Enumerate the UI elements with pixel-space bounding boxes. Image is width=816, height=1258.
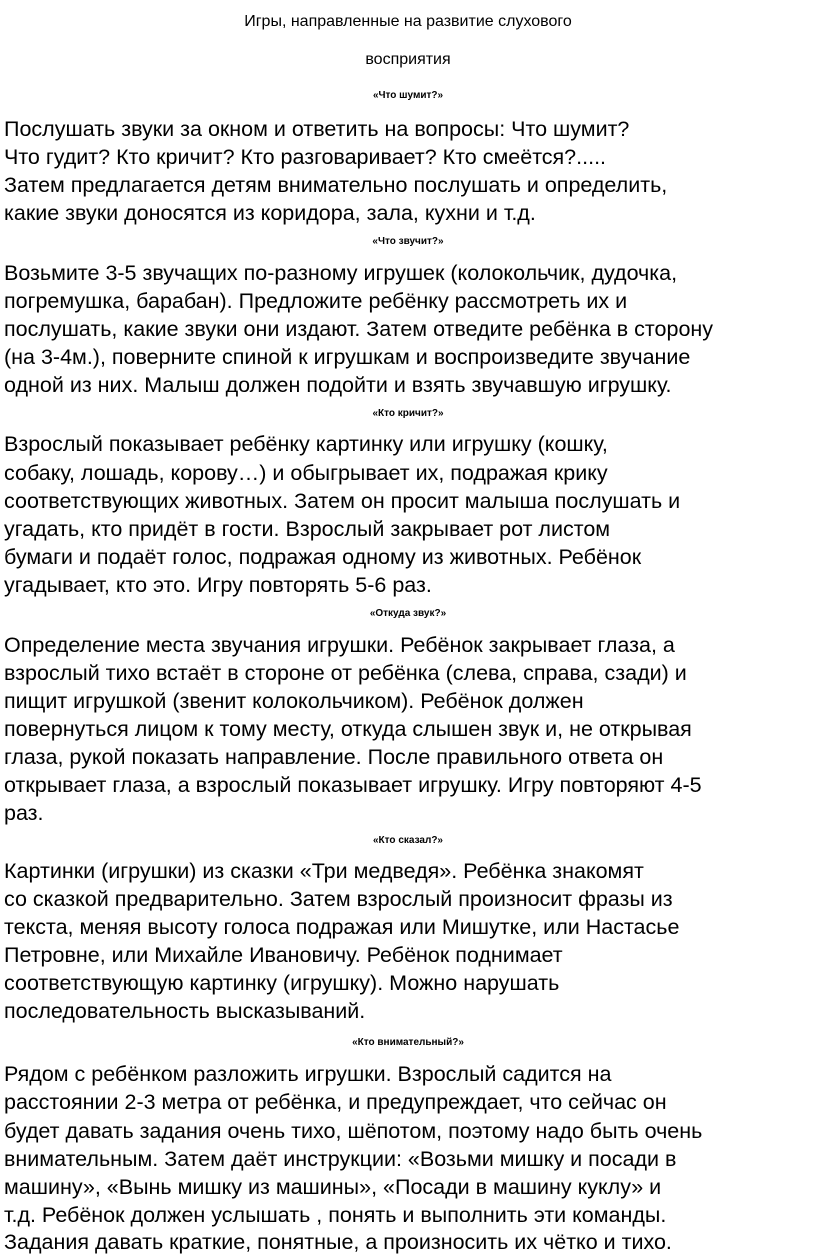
- section-4-line-2: взрослый тихо встаёт в стороне от ребёнка (слева, справа, сзади) и: [4, 661, 687, 685]
- section-6-line-4: внимательным. Затем даёт инструкции: «Возьми мишку и посади в: [4, 1147, 677, 1171]
- section-2-line-2: погремушка, барабан). Предложите ребёнку рассмотреть их и: [4, 289, 628, 313]
- section-3-line-4: угадать, кто придёт в гости. Взрослый закрывает рот листом: [4, 517, 611, 541]
- document-title-line-2: восприятия: [365, 51, 451, 68]
- section-heading-what-sounds: «Что звучит?»: [372, 236, 444, 247]
- section-5-line-6: последовательность высказываний.: [4, 999, 366, 1023]
- section-1-line-2: Что гудит? Кто кричит? Кто разговаривает? Кто смеётся?.....: [4, 145, 607, 169]
- section-4-line-3: пищит игрушкой (звенит колокольчиком). Ребёнок должен: [4, 689, 584, 713]
- section-heading-who-said: «Кто сказал?»: [373, 835, 443, 846]
- section-5-line-1: Картинки (игрушки) из сказки «Три медведя». Ребёнка знакомят: [4, 859, 644, 883]
- section-5-line-4: Петровне, или Михайле Ивановичу. Ребёнок поднимает: [4, 943, 563, 967]
- section-5-line-5: соответствующую картинку (игрушку). Можно нарушать: [4, 971, 560, 995]
- section-1-line-1: Послушать звуки за окном и ответить на вопросы: Что шумит?: [4, 117, 630, 141]
- section-heading-who-attentive: «Кто внимательный?»: [352, 1037, 464, 1048]
- section-4-line-1: Определение места звучания игрушки. Ребёнок закрывает глаза, а: [4, 633, 675, 657]
- section-3-line-1: Взрослый показывает ребёнку картинку или игрушку (кошку,: [4, 432, 608, 456]
- section-3-line-5: бумаги и подаёт голос, подражая одному из животных. Ребёнок: [4, 545, 642, 569]
- section-heading-what-is-noisy: «Что шумит?»: [372, 90, 444, 101]
- section-2-line-3: послушать, какие звуки они издают. Затем отведите ребёнка в сторону: [4, 317, 714, 341]
- section-2-line-1: Возьмите 3-5 звучащих по-разному игрушек (колокольчик, дудочка,: [4, 261, 678, 285]
- section-2-line-4: (на 3-4м.), поверните спиной к игрушкам и воспроизведите звучание: [4, 345, 691, 369]
- section-3-line-2: собаку, лошадь, корову…) и обыгрывает их, подражая крику: [4, 461, 608, 485]
- document-title-line-1: Игры, направленные на развитие слухового: [244, 13, 572, 30]
- section-6-line-5: машину», «Вынь мишку из машины», «Посади в машину куклу» и: [4, 1175, 662, 1199]
- section-4-line-7: раз.: [4, 801, 44, 825]
- section-4-line-6: открывает глаза, а взрослый показывает игрушку. Игру повторяют 4-5: [4, 773, 702, 797]
- section-6-line-1: Рядом с ребёнком разложить игрушки. Взрослый садится на: [4, 1062, 612, 1086]
- section-6-line-3: будет давать задания очень тихо, шёпотом, поэтому надо быть очень: [4, 1119, 703, 1143]
- section-3-line-3: соответствующих животных. Затем он просит малыша послушать и: [4, 489, 681, 513]
- section-4-line-4: повернуться лицом к тому месту, откуда слышен звук и, не открывая: [4, 717, 692, 741]
- section-6-line-6: т.д. Ребёнок должен услышать , понять и выполнить эти команды.: [4, 1203, 667, 1227]
- section-heading-where-sound: «Откуда звук?»: [369, 608, 447, 619]
- section-6-line-7: Задания давать краткие, понятные, а произносить их чётко и тихо.: [4, 1230, 672, 1254]
- section-2-line-5: одной из них. Малыш должен подойти и взять звучавшую игрушку.: [4, 373, 672, 397]
- section-1-line-4: какие звуки доносятся из коридора, зала, кухни и т.д.: [4, 201, 536, 225]
- section-3-line-6: угадывает, кто это. Игру повторять 5-6 раз.: [4, 573, 432, 597]
- section-6-line-2: расстоянии 2-3 метра от ребёнка, и предупреждает, что сейчас он: [4, 1090, 667, 1114]
- section-heading-who-screams: «Кто кричит?»: [372, 408, 444, 419]
- section-5-line-2: со сказкой предварительно. Затем взрослый произносит фразы из: [4, 887, 673, 911]
- section-4-line-5: глаза, рукой показать направление. После правильного ответа он: [4, 745, 664, 769]
- section-5-line-3: текста, меняя высоту голоса подражая или Мишутке, или Настасье: [4, 915, 680, 939]
- section-1-line-3: Затем предлагается детям внимательно послушать и определить,: [4, 173, 668, 197]
